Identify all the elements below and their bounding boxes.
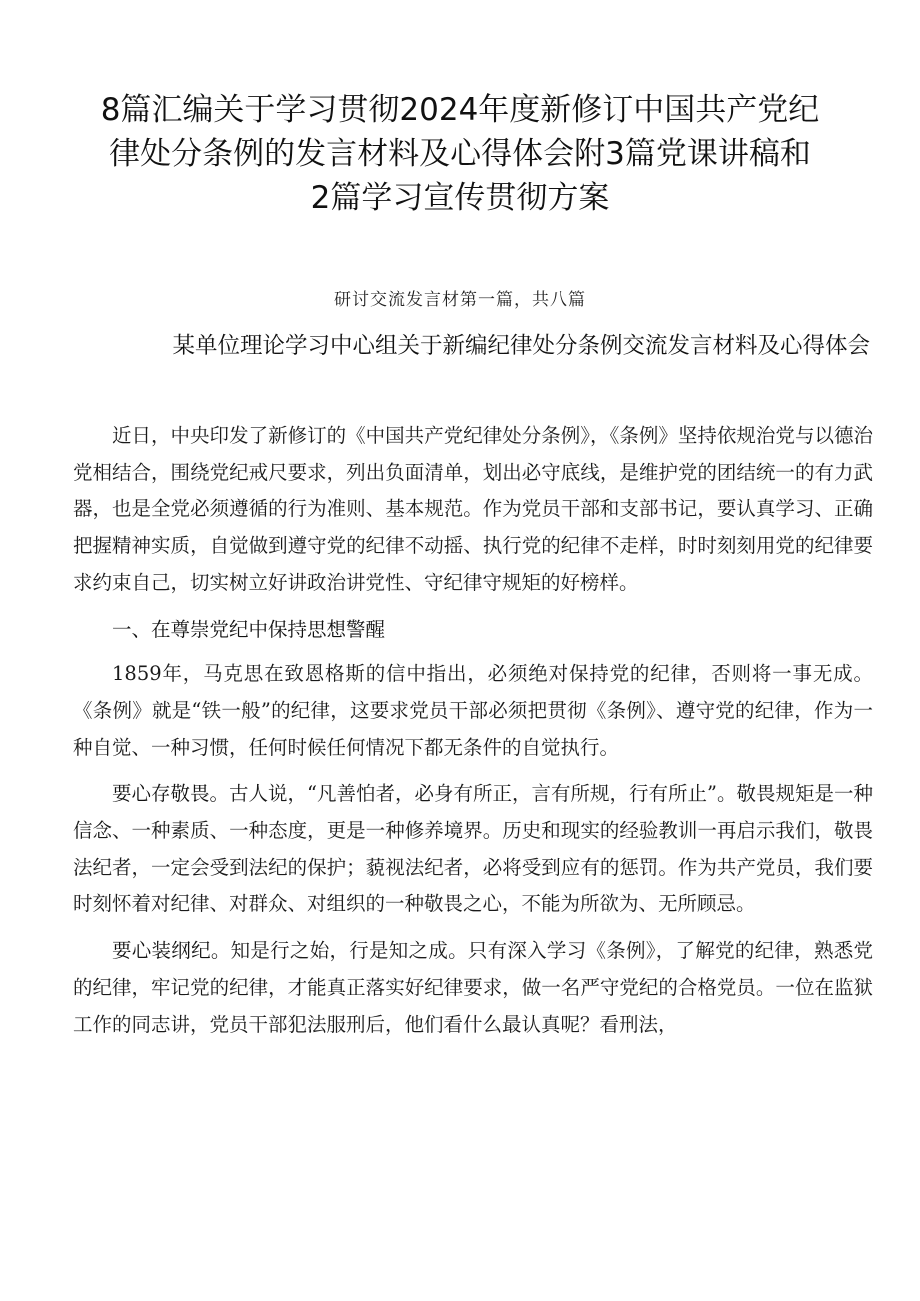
paragraph-lead-reverence: 要心存敬畏。 bbox=[112, 782, 230, 806]
document-body bbox=[73, 418, 873, 1053]
paragraph-lead-discipline: 要心装纲纪。 bbox=[112, 939, 231, 963]
article-title: 某单位理论学习中心组关于新编纪律处分条例交流发言材料及心得体会 bbox=[172, 333, 870, 359]
paragraph-reverence bbox=[73, 776, 873, 923]
document-subtitle: 研讨交流发言材第一篇，共八篇 bbox=[334, 290, 586, 310]
section-heading-1: 一、在尊崇党纪中保持思想警醒 bbox=[112, 617, 386, 641]
paragraph-text-reverence: 古人说，“凡善怕者，必身有所正，言有所规，行有所止”。敬畏规矩是一种信念、一种素质、一种态度，更是一种修养境界。历史和现实的经验教训一再启示我们，敬畏法纪者，一定会受到法纪的保护；藐视法纪者，必将受到应有的惩罚。作为共产党员，我们要时刻怀着对纪律、对群众、对组织的一种敬畏之心，不能为所欲为、无所顾忌。 bbox=[73, 782, 873, 916]
document-title: 8篇汇编关于学习贯彻2024年度新修订中国共产党纪律处分条例的发言材料及心得体会附3篇党课讲稿和2篇学习宣传贯彻方案 bbox=[100, 92, 820, 216]
paragraph-discipline bbox=[73, 933, 873, 1043]
paragraph-intro: 近日，中央印发了新修订的《中国共产党纪律处分条例》，《条例》坚持依规治党与以德治党相结合，围绕党纪戒尺要求，列出负面清单，划出必守底线，是维护党的团结统一的有力武器，也是全党必须遵循的行为准则、基本规范。作为党员干部和支部书记，要认真学习、正确把握精神实质，自觉做到遵守党的纪律不动摇、执行党的纪律不走样，时时刻刻用党的纪律要求约束自己，切实树立好讲政治讲党性、守纪律守规矩的好榜样。 bbox=[73, 424, 873, 594]
paragraph-text-discipline: 知是行之始，行是知之成。只有深入学习《条例》，了解党的纪律，熟悉党的纪律，牢记党的纪律，才能真正落实好纪律要求，做一名严守党纪的合格党员。一位在监狱工作的同志讲，党员干部犯法服刑后，他们看什么最认真呢？看刑法， bbox=[73, 939, 873, 1036]
paragraph-marx: 1859年，马克思在致恩格斯的信中指出，必须绝对保持党的纪律，否则将一事无成。《条例》就是“铁一般”的纪律，这要求党员干部必须把贯彻《条例》、遵守党的纪律，作为一种自觉、一种习惯，任何时候任何情况下都无条件的自觉执行。 bbox=[73, 662, 873, 759]
